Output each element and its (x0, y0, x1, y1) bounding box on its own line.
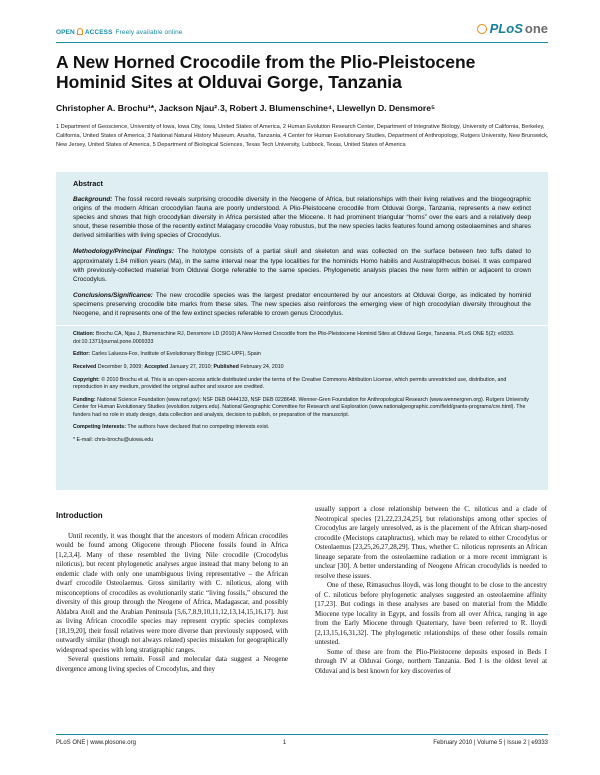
abstract-heading: Abstract (73, 179, 103, 188)
abstract-box (56, 172, 548, 490)
funding (73, 397, 531, 420)
competing-interests (73, 424, 531, 432)
body-paragraph: Some of these are from the Plio-Pleistocene deposits exposed in Beds I through IV at Olduvai Gorge, northern Tanzania. Bed I is the oldest level at Olduvai and is best known for key discoveries of (315, 647, 547, 675)
editor (73, 351, 531, 359)
plos-logo-icon (477, 24, 487, 34)
received-label: Received (73, 363, 97, 370)
received-date: December 9, 2009; (97, 363, 143, 370)
page-footer (56, 734, 548, 746)
corresponding-email: * E-mail: chris-brochu@uiowa.edu (73, 437, 154, 444)
abstract-background (73, 195, 531, 240)
conclusions-text: The new crocodile species was the largest predator encountered by our ancestors at Olduvai Gorge, as indicated by hominid specimens preserving crocodile bite marks from these sites. The new species also reinforces the emerging view of high crocodylian diversity throughout the Neogene, and it represents one of the few extinct species referable to crown genus Crocodylus. (73, 291, 532, 318)
background-label: Background: (73, 196, 113, 203)
body-paragraph: One of these, Rimasuchus lloydi, was long thought to be close to the ancestry of C. niloticus before phylogenetic analyses suggested an osteolaemine affinity [17,23]. But codings in these analyses are based on material from the Middle Miocene type locality in Egypt, and fossils from all over Africa, ranging in age from the Early Miocene through Quaternary, have been referred to R. lloydi [2,13,15,16,31,32]. The phylogenetic relationships of these other fossils remain untested. (315, 581, 547, 646)
abstract-methods (73, 247, 531, 283)
affiliations: 1 Department of Geoscience, University of Iowa, Iowa City, Iowa, United States of America, 2 Human Evolution Research Center, Department of Integrative Biology, University of California, Berkeley, California, United States of America, 3 National Natural History Museum, Arusha, Tanzania, 4 Center for Human Evolutionary Studies, Department of Anthropology, Rutgers University, New Brunswick, New Jersey, United States of America, 5 Department of Biological Sciences, Texas Tech University, Lubbock, Texas, United States of America (56, 124, 549, 148)
author-list: Christopher A. Brochu¹*, Jackson Njau²˒3, Robert J. Blumenschine⁴, Llewellyn D. Densmore⁵ (56, 103, 436, 113)
introduction-heading: Introduction (56, 511, 103, 520)
logo-one-text: one (524, 21, 548, 36)
competing-label: Competing Interests: (73, 424, 126, 431)
plos-one-logo (477, 21, 548, 36)
methods-text: The holotype consists of a partial skull and skeleton and was collected on the surface between two tuffs dated to approximately 1.84 million years (Ma), in the same interval near the type localities for the hominids Homo habilis and Australopithecus boisei. It was compared with previously-collected material from Olduvai Gorge referable to the same species. Phylogenetic analysis places the new form within or adjacent to crown Crocodylus. (73, 248, 531, 283)
logo-plos-text: PLoS (489, 21, 523, 36)
citation-text: Brochu CA, Njau J, Blumenschine RJ, Densmore LD (2010) A New Horned Crocodile from the Plio-Pleistocene Hominid Sites at Olduvai Gorge, Tanzania. PLoS ONE 5(2): e9333. doi:10.1371/journal.pone.0009333 (73, 331, 515, 345)
conclusions-label: Conclusions/Significance: (73, 291, 153, 299)
body-paragraph: Several questions remain. Fossil and molecular data suggest a Neogene divergence among living species of Crocodylus, and they (56, 655, 288, 673)
editor-label: Editor: (73, 351, 91, 358)
open-access-banner (56, 29, 183, 36)
copyright-text: © 2010 Brochu et al. This is an open-access article distributed under the terms of the Creative Commons Attribution License, which permits unrestricted use, distribution, and reproduction in any medium, provided the original author and source are credited. (73, 376, 507, 391)
freely-available-label: Freely available online (115, 29, 183, 36)
background-text: The fossil record reveals surprising crocodile diversity in the Neogene of Africa, but relationships with their living relatives and the biogeographic origins of the modern African crocodylian fauna are poorly understood. A Plio-Pleistocene crocodile from Olduvai Gorge, Tanzania, represents a new extinct species and shows that high crocodylian diversity in Africa persisted after the Miocene. It had prominent triangular “horns” over the ears and a relatively deep snout, these resemble those of the recently extinct Malagasy crocodile Voay robustus, but the new species lacks features found among osteolaemines and shares derived similarities with living species of Crocodylus. (73, 196, 531, 240)
citation (73, 331, 531, 346)
published-date: February 24, 2010 (240, 363, 284, 370)
accepted-date: January 27, 2010; (169, 363, 213, 370)
dates (73, 364, 531, 372)
open-access-lock-icon (77, 28, 83, 35)
body-paragraph: usually support a close relationship between the C. niloticus and a clade of Neotropical species [21,22,23,24,25], but relationships among other species of Crocodylus are largely unresolved, as is the placement of the African sharp-nosed crocodile (Mecistops cataphractus), which may be related to either Crocodylus or Osteolaemus [23,25,26,27,28,29]. Thus, whether C. niloticus represents an African lineage separate from the osteolaemine radiation or a more recent immigrant is unclear [30]. A better understanding of Neogene African crocodylids is needed to resolve these issues. (315, 505, 547, 580)
access-label: ACCESS (84, 29, 113, 36)
open-label: OPEN (56, 29, 75, 36)
copyright-label: Copyright: (73, 376, 100, 383)
header-rule (56, 42, 548, 43)
journal-header (0, 0, 600, 46)
editor-text: Carles Lalueza-Fox, Institute of Evolutionary Biology (CSIC-UPF), Spain (91, 351, 261, 358)
competing-text: The authors have declared that no competing interests exist. (127, 424, 270, 431)
methods-label: Methodology/Principal Findings: (73, 248, 174, 256)
funding-text: National Science Foundation (www.nsf.gov): NSF DEB 0444133, NSF DEB 0228648. Wenner-Gren Foundation for Anthropological Research (www.wennergren.org). Rutgers University Center for Human Evolutionary Studies (evolution.rutgers.edu). National Geographic Committee for Research and Exploration (www.nationalgeographic.com/field/grants-programs/cre.html). The funders had no role in study design, data collection and analysis, decision to publish, or preparation of the manuscript. (73, 396, 529, 418)
footer-issue: February 2010 | Volume 5 | Issue 2 | e9333 (433, 740, 548, 746)
abstract-divider (56, 325, 548, 326)
accepted-label: Accepted (144, 363, 169, 370)
body-column-left (56, 511, 288, 674)
body-paragraph: Until recently, it was thought that the ancestors of modern African crocodiles would be found among Oligocene through Pliocene fossils found in Africa [1,2,3,4]. Many of these resembled the living Nile crocodile (Crocodylus niloticus), but recent phylogenetic analyses argue instead that many belong to an endemic clade with only one unambiguous living representative – the African dwarf crocodile Osteolaemus. Gross similarity with C. niloticus, along with misconceptions of crocodiles as evolutionarily static “living fossils,” obscured the diversity of this group through the Neogene of Africa, Madagascar, and possibly Aldabra Atoll and the Arabian Peninsula [5,6,7,8,9,10,11,12,13,14,15,16,17]. Just as living African crocodile species may represent cryptic species complexes [18,19,20], their fossil relatives were more diverse than previously supposed, with outwardly similar (though not always related) species mistaken for geographically widespread species with long stratigraphic ranges. (56, 531, 288, 654)
footer-journal: PLoS ONE | www.plosone.org (56, 740, 136, 746)
copyright (73, 377, 531, 392)
funding-label: Funding: (73, 396, 96, 403)
abstract-conclusions (73, 291, 531, 318)
body-column-right (315, 505, 547, 676)
published-label: Published (213, 363, 239, 370)
citation-label: Citation: (73, 331, 95, 338)
page-number: 1 (282, 740, 287, 746)
article-title: A New Horned Crocodile from the Plio-Pleistocene Hominid Sites at Olduvai Gorge, Tanzania (56, 52, 476, 92)
